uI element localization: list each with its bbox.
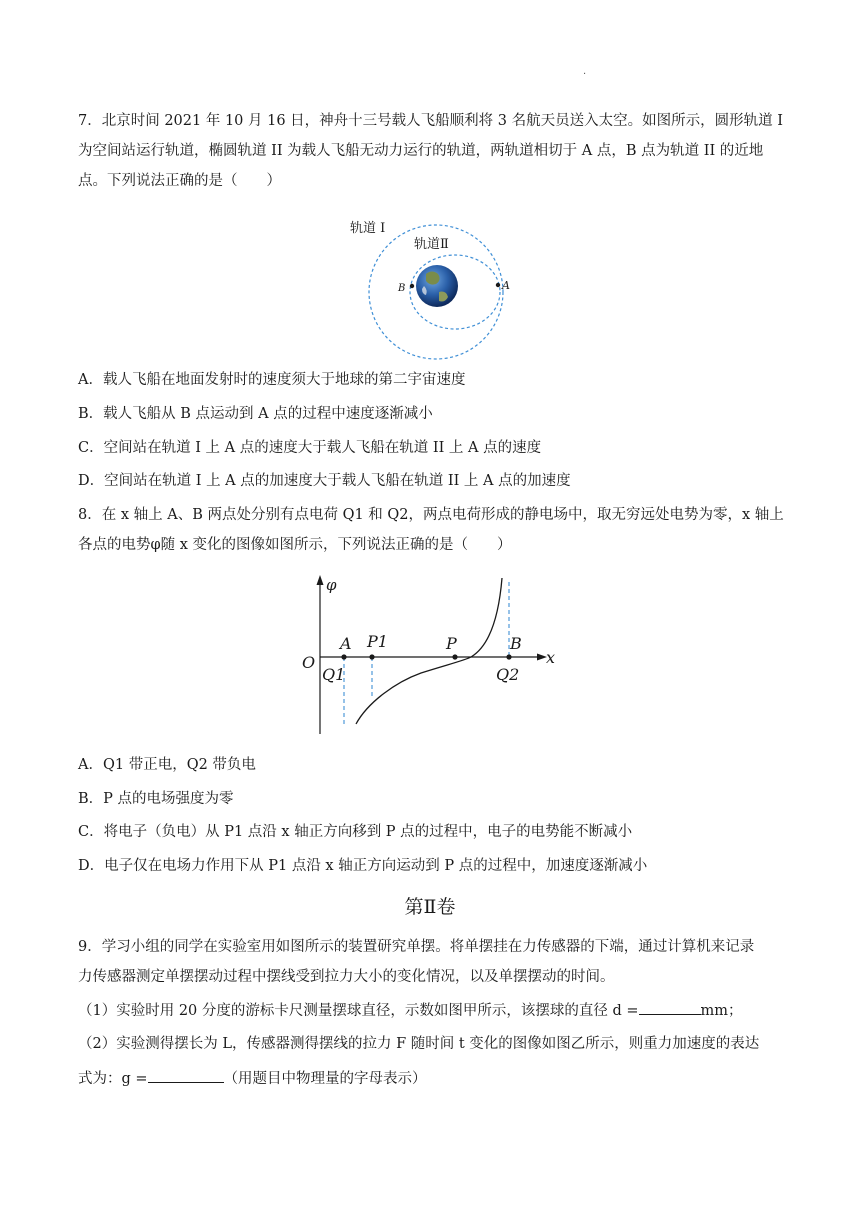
q7-option-d: D．空间站在轨道 I 上 A 点的加速度大于载人飞船在轨道 II 上 A 点的加速度 <box>78 473 571 489</box>
orbit-figure <box>340 208 530 366</box>
potential-curve <box>356 578 502 724</box>
x-axis-label: x <box>546 648 556 667</box>
label-q2: Q2 <box>496 665 520 684</box>
header-dot: . <box>583 66 587 77</box>
label-a: A <box>340 634 352 653</box>
section-title: 第Ⅱ卷 <box>404 896 456 918</box>
q7-line-3: 点。下列说法正确的是（ ） <box>78 173 281 189</box>
q7-line-1: 7．北京时间 2021 年 10 月 16 日，神舟十三号载人飞船顺利将 3 名航天员送入太空。如图所示，圆形轨道 I <box>78 113 783 129</box>
q9-part-1 <box>78 1000 790 1021</box>
q9-part-2-note: （用题目中物理量的字母表示） <box>223 1071 427 1087</box>
earth-icon <box>416 265 458 307</box>
q9-line-1: 9．学习小组的同学在实验室用如图所示的装置研究单摆。将单摆挂在力传感器的下端，通过计算机来记录 <box>78 939 755 955</box>
q9-part-2-text: 式为：g = <box>78 1071 148 1087</box>
q8-option-c: C．将电子（负电）从 P1 点沿 x 轴正方向移到 P 点的过程中，电子的电势能不断减小 <box>78 824 633 840</box>
point-a-label: A <box>502 279 510 292</box>
q7-option-a: A．载人飞船在地面发射时的速度须大于地球的第二宇宙速度 <box>78 372 466 388</box>
q9-part-2-line-2 <box>78 1068 790 1089</box>
q8-line-1: 8．在 x 轴上 A、B 两点处分别有点电荷 Q1 和 Q2，两点电荷形成的静电场中，取无穷远处电势为零，x 轴上 <box>78 507 784 523</box>
potential-graph <box>296 570 566 740</box>
orbit-1-label: 轨道 I <box>350 221 386 236</box>
q8-line-2: 各点的电势φ随 x 变化的图像如图所示，下列说法正确的是（ ） <box>78 537 512 553</box>
q8-option-d: D．电子仅在电场力作用下从 P1 点沿 x 轴正方向运动到 P 点的过程中，加速度逐渐减小 <box>78 858 648 874</box>
answer-blank-d[interactable] <box>639 1000 701 1015</box>
q8-option-b: B．P 点的电场强度为零 <box>78 791 234 807</box>
q9-part-1-text: （1）实验时用 20 分度的游标卡尺测量摆球直径，示数如图甲所示，该摆球的直径 d = <box>78 1003 639 1019</box>
answer-blank-g[interactable] <box>148 1068 224 1083</box>
q7-option-b: B．载人飞船从 B 点运动到 A 点的过程中速度逐渐减小 <box>78 406 433 422</box>
origin-label: O <box>302 653 316 672</box>
q8-option-a: A．Q1 带正电，Q2 带负电 <box>78 757 256 773</box>
q9-part-1-unit: mm； <box>700 1003 743 1019</box>
point-b-label: B <box>398 283 406 294</box>
y-axis-arrow <box>317 575 324 585</box>
point-p-dot <box>452 654 457 659</box>
q7-line-2: 为空间站运行轨道，椭圆轨道 II 为载人飞船无动力运行的轨道，两轨道相切于 A 点，B 点为轨道 II 的近地 <box>78 143 764 159</box>
q7-option-c: C．空间站在轨道 I 上 A 点的速度大于载人飞船在轨道 II 上 A 点的速度 <box>78 440 542 456</box>
point-b-dot <box>410 284 414 288</box>
label-b: B <box>510 634 522 653</box>
y-axis-label: φ <box>326 576 337 594</box>
point-b-dot <box>506 654 511 659</box>
label-q1: Q1 <box>322 665 346 684</box>
label-p1: P1 <box>367 632 388 651</box>
point-p1-dot <box>369 654 374 659</box>
orbit-2-label: 轨道Ⅱ <box>414 237 449 252</box>
q9-line-2: 力传感器测定单摆摆动过程中摆线受到拉力大小的变化情况，以及单摆摆动的时间。 <box>78 969 615 985</box>
q9-part-2-line-1: （2）实验测得摆长为 L，传感器测得摆线的拉力 F 随时间 t 变化的图像如图乙所示，则重力加速度的表达 <box>78 1036 760 1052</box>
label-p: P <box>446 634 457 653</box>
point-a-dot <box>341 654 346 659</box>
point-a-dot <box>496 283 500 287</box>
